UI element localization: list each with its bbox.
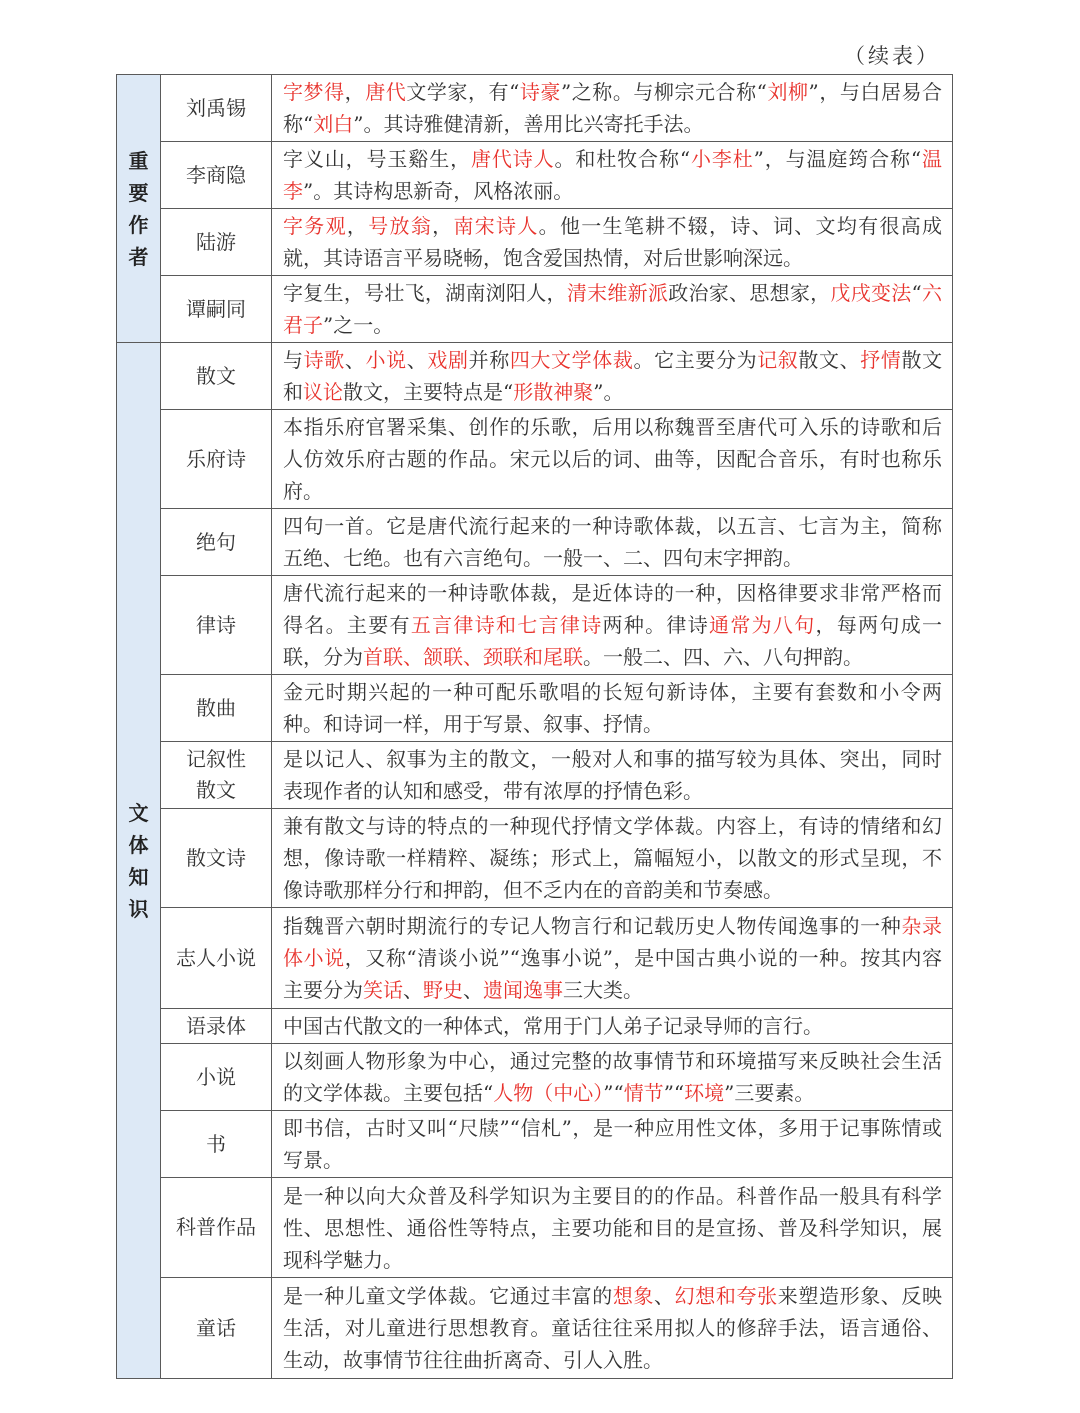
- highlighted-text: 遗闻逸事: [483, 978, 563, 1002]
- section-title-cell: [117, 343, 161, 1379]
- description-text: 、: [463, 978, 483, 1002]
- term-cell: 散文诗: [161, 809, 272, 908]
- description-cell: [272, 209, 953, 276]
- description-text: 四句一首。它是唐代流行起来的一种诗歌体裁，以五言、七言为主，简称五绝、七绝。也有六言绝句。一般一、二、四句末字押韵。: [283, 514, 942, 570]
- description-text: 。一般二、四、六、八句押韵。: [583, 645, 863, 669]
- description-cell: [272, 1009, 953, 1044]
- description-text: ”，与温庭筠合称“: [753, 147, 922, 171]
- highlighted-text: 抒情: [860, 348, 902, 372]
- description-text: 本指乐府官署采集、创作的乐歌，后用以称魏晋至唐代可入乐的诗歌和后人仿效乐府古题的作品。宋元以后的词、曲等，因配合音乐，有时也称乐府。: [283, 415, 942, 503]
- description-text: 来塑造形象、反映生活，对儿童进行思想教育。童话往往采用拟人的修辞手法，语言通俗、生动，故事情节往往曲折离奇、引人入胜。: [283, 1284, 943, 1372]
- term-cell: 散文: [161, 343, 272, 410]
- highlighted-text: 小李杜: [690, 147, 754, 171]
- description-text: 、: [344, 348, 366, 372]
- description-cell: [272, 1044, 953, 1111]
- description-text: 三大类。: [563, 978, 643, 1002]
- description-text: ”之一。: [323, 313, 394, 337]
- description-text: 两种。律诗: [602, 613, 710, 637]
- highlighted-text: 戊戌变法: [830, 281, 912, 305]
- description-cell: [272, 276, 953, 343]
- table-row: [117, 576, 953, 675]
- term-cell: 刘禹锡: [161, 75, 272, 142]
- highlighted-text: 字梦得: [283, 80, 345, 104]
- highlighted-text: 戏剧: [427, 348, 469, 372]
- table-row: [117, 509, 953, 576]
- description-text: “: [911, 281, 922, 305]
- description-text: ，: [346, 214, 369, 238]
- section-title-cell: [117, 75, 161, 343]
- description-text: ”之称。与柳宗元合称“: [560, 80, 767, 104]
- description-text: 字复生，号壮飞，湖南浏阳人，: [283, 281, 567, 305]
- highlighted-text: 小说: [365, 348, 407, 372]
- table-row: [117, 1111, 953, 1178]
- highlighted-text: 唐代诗人: [470, 147, 555, 171]
- highlighted-text: 南宋诗人: [453, 214, 539, 238]
- term-cell: 李商隐: [161, 142, 272, 209]
- description-cell: [272, 576, 953, 675]
- table-row: [117, 1044, 953, 1111]
- description-cell: [272, 809, 953, 908]
- table-row: [117, 742, 953, 809]
- table-row: [117, 1178, 953, 1278]
- highlighted-text: 清末维新派: [566, 281, 669, 305]
- description-text: 金元时期兴起的一种可配乐歌唱的长短句新诗体，主要有套数和小令两种。和诗词一样，用于写景、叙事、抒情。: [283, 680, 942, 736]
- description-cell: [272, 75, 953, 142]
- description-cell: [272, 908, 953, 1009]
- table-row: [117, 809, 953, 908]
- description-cell: [272, 343, 953, 410]
- highlighted-text: 幻想和夸张: [674, 1284, 778, 1308]
- highlighted-text: 杂录体小说: [283, 914, 943, 970]
- description-text: ”。其诗雅健清新，善用比兴寄托手法。: [353, 112, 704, 136]
- term-cell: 童话: [161, 1278, 272, 1379]
- section-title: 重要作者: [128, 148, 149, 269]
- description-text: 是以记人、叙事为主的散文，一般对人和事的描写较为具体、突出，同时表现作者的认知和感受，带有浓厚的抒情色彩。: [283, 747, 942, 803]
- description-text: 兼有散文与诗的特点的一种现代抒情文学体裁。内容上，有诗的情绪和幻想，像诗歌一样精粹、凝练；形式上，篇幅短小，以散文的形式呈现，不像诗歌那样分行和押韵，但不乏内在的音韵美和节奏感。: [283, 814, 942, 902]
- highlighted-text: 号放翁: [368, 214, 433, 238]
- description-text: 。它主要分为: [633, 348, 758, 372]
- term-cell: 志人小说: [161, 908, 272, 1009]
- term-cell: 律诗: [161, 576, 272, 675]
- description-text: 字义山，号玉谿生，: [283, 147, 471, 171]
- description-text: ”“: [603, 1081, 624, 1105]
- table-row: [117, 1278, 953, 1379]
- description-cell: [272, 1178, 953, 1278]
- description-text: 唐代流行起来的一种诗歌体裁，是近体诗的一种，因格律要求非常严格而得名。主要有: [283, 581, 942, 637]
- description-text: ，: [432, 214, 454, 238]
- table-row: [117, 1009, 953, 1044]
- highlighted-text: 笑话: [363, 978, 403, 1002]
- description-text: ”，与白居易合称“: [283, 80, 943, 136]
- description-text: ”。: [593, 380, 624, 404]
- description-text: ”三要素。: [724, 1081, 815, 1105]
- highlighted-text: 形散神聚: [513, 380, 594, 404]
- highlighted-text: 想象: [612, 1284, 655, 1308]
- term-cell: 谭嗣同: [161, 276, 272, 343]
- term-cell: 乐府诗: [161, 410, 272, 509]
- description-cell: [272, 142, 953, 209]
- highlighted-text: 诗豪: [519, 80, 561, 104]
- description-text: 文学家，有“: [406, 80, 520, 104]
- section-title: 文体知识: [128, 800, 149, 921]
- description-text: 以刻画人物形象为中心，通过完整的故事情节和环境描写来反映社会生活的文学体裁。主要包括“: [283, 1049, 942, 1105]
- highlighted-text: 唐代: [365, 80, 407, 104]
- description-text: ，又称“清谈小说”“逸事小说”，是中国古典小说的一种。按其内容主要分为: [283, 946, 942, 1002]
- table-row: [117, 276, 953, 343]
- description-text: 散文、: [798, 348, 861, 372]
- description-cell: [272, 742, 953, 809]
- description-text: 中国古代散文的一种体式，常用于门人弟子记录导师的言行。: [283, 1014, 823, 1038]
- description-text: 是一种以向大众普及科学知识为主要目的的作品。科普作品一般具有科学性、思想性、通俗性等特点，主要功能和目的是宣扬、普及科学知识，展现科学魅力。: [283, 1183, 942, 1272]
- term-cell: 陆游: [161, 209, 272, 276]
- description-text: ，每两句成一联，分为: [283, 613, 943, 669]
- highlighted-text: 五言律诗和七言律诗: [410, 613, 603, 637]
- description-cell: [272, 675, 953, 742]
- description-cell: [272, 509, 953, 576]
- literature-knowledge-table: [116, 74, 953, 1379]
- highlighted-text: 温李: [283, 147, 943, 203]
- highlighted-text: 首联、颔联、颈联和尾联: [363, 645, 583, 669]
- description-text: 散文和: [283, 348, 943, 404]
- description-text: 。和杜牧合称“: [554, 147, 691, 171]
- table-row: [117, 75, 953, 142]
- highlighted-text: 刘柳: [766, 80, 809, 104]
- continued-table-label: （续表）: [844, 44, 940, 68]
- description-text: 、: [406, 348, 428, 372]
- term-cell: 绝句: [161, 509, 272, 576]
- description-cell: [272, 1111, 953, 1178]
- highlighted-text: 四大文学体裁: [509, 348, 634, 372]
- term-cell: 语录体: [161, 1009, 272, 1044]
- term-cell: 记叙性散文: [161, 742, 272, 809]
- description-text: 并称: [468, 348, 510, 372]
- highlighted-text: 字务观: [283, 214, 347, 238]
- highlighted-text: 记叙: [757, 348, 799, 372]
- table-row: [117, 142, 953, 209]
- table-row: [117, 209, 953, 276]
- highlighted-text: 诗歌: [303, 348, 345, 372]
- table-row: [117, 675, 953, 742]
- description-text: 散文，主要特点是“: [343, 380, 514, 404]
- term-cell: 散曲: [161, 675, 272, 742]
- highlighted-text: 刘白: [313, 112, 354, 136]
- highlighted-text: 议论: [303, 380, 343, 404]
- description-text: 、: [654, 1284, 675, 1308]
- description-cell: [272, 410, 953, 509]
- description-cell: [272, 1278, 953, 1379]
- term-cell: 小说: [161, 1044, 272, 1111]
- description-text: 与: [283, 348, 304, 372]
- table-row: [117, 343, 953, 410]
- description-text: 。他一生笔耕不辍，诗、词、文均有很高成就，其诗语言平易晓畅，饱含爱国热情，对后世影响深远。: [283, 214, 943, 270]
- description-text: 、: [403, 978, 423, 1002]
- description-text: 政治家、思想家，: [668, 281, 831, 305]
- table-row: [117, 908, 953, 1009]
- description-text: ”。其诗构思新奇，风格浓丽。: [303, 179, 574, 203]
- highlighted-text: 六君子: [283, 281, 943, 337]
- highlighted-text: 情节: [623, 1081, 664, 1105]
- term-cell: 科普作品: [161, 1178, 272, 1278]
- term-cell: 书: [161, 1111, 272, 1178]
- description-text: 即书信，古时又叫“尺牍”“信札”，是一种应用性文体，多用于记事陈情或写景。: [283, 1116, 942, 1172]
- description-text: 指魏晋六朝时期流行的专记人物言行和记载历史人物传闻逸事的一种: [283, 914, 902, 938]
- description-text: ，: [344, 80, 366, 104]
- highlighted-text: 人物（中心）: [493, 1081, 604, 1105]
- highlighted-text: 通常为八句: [709, 613, 816, 637]
- highlighted-text: 野史: [423, 978, 463, 1002]
- highlighted-text: 环境: [684, 1081, 725, 1105]
- description-text: ”“: [663, 1081, 685, 1105]
- table-row: [117, 410, 953, 509]
- description-text: 是一种儿童文学体裁。它通过丰富的: [283, 1284, 613, 1308]
